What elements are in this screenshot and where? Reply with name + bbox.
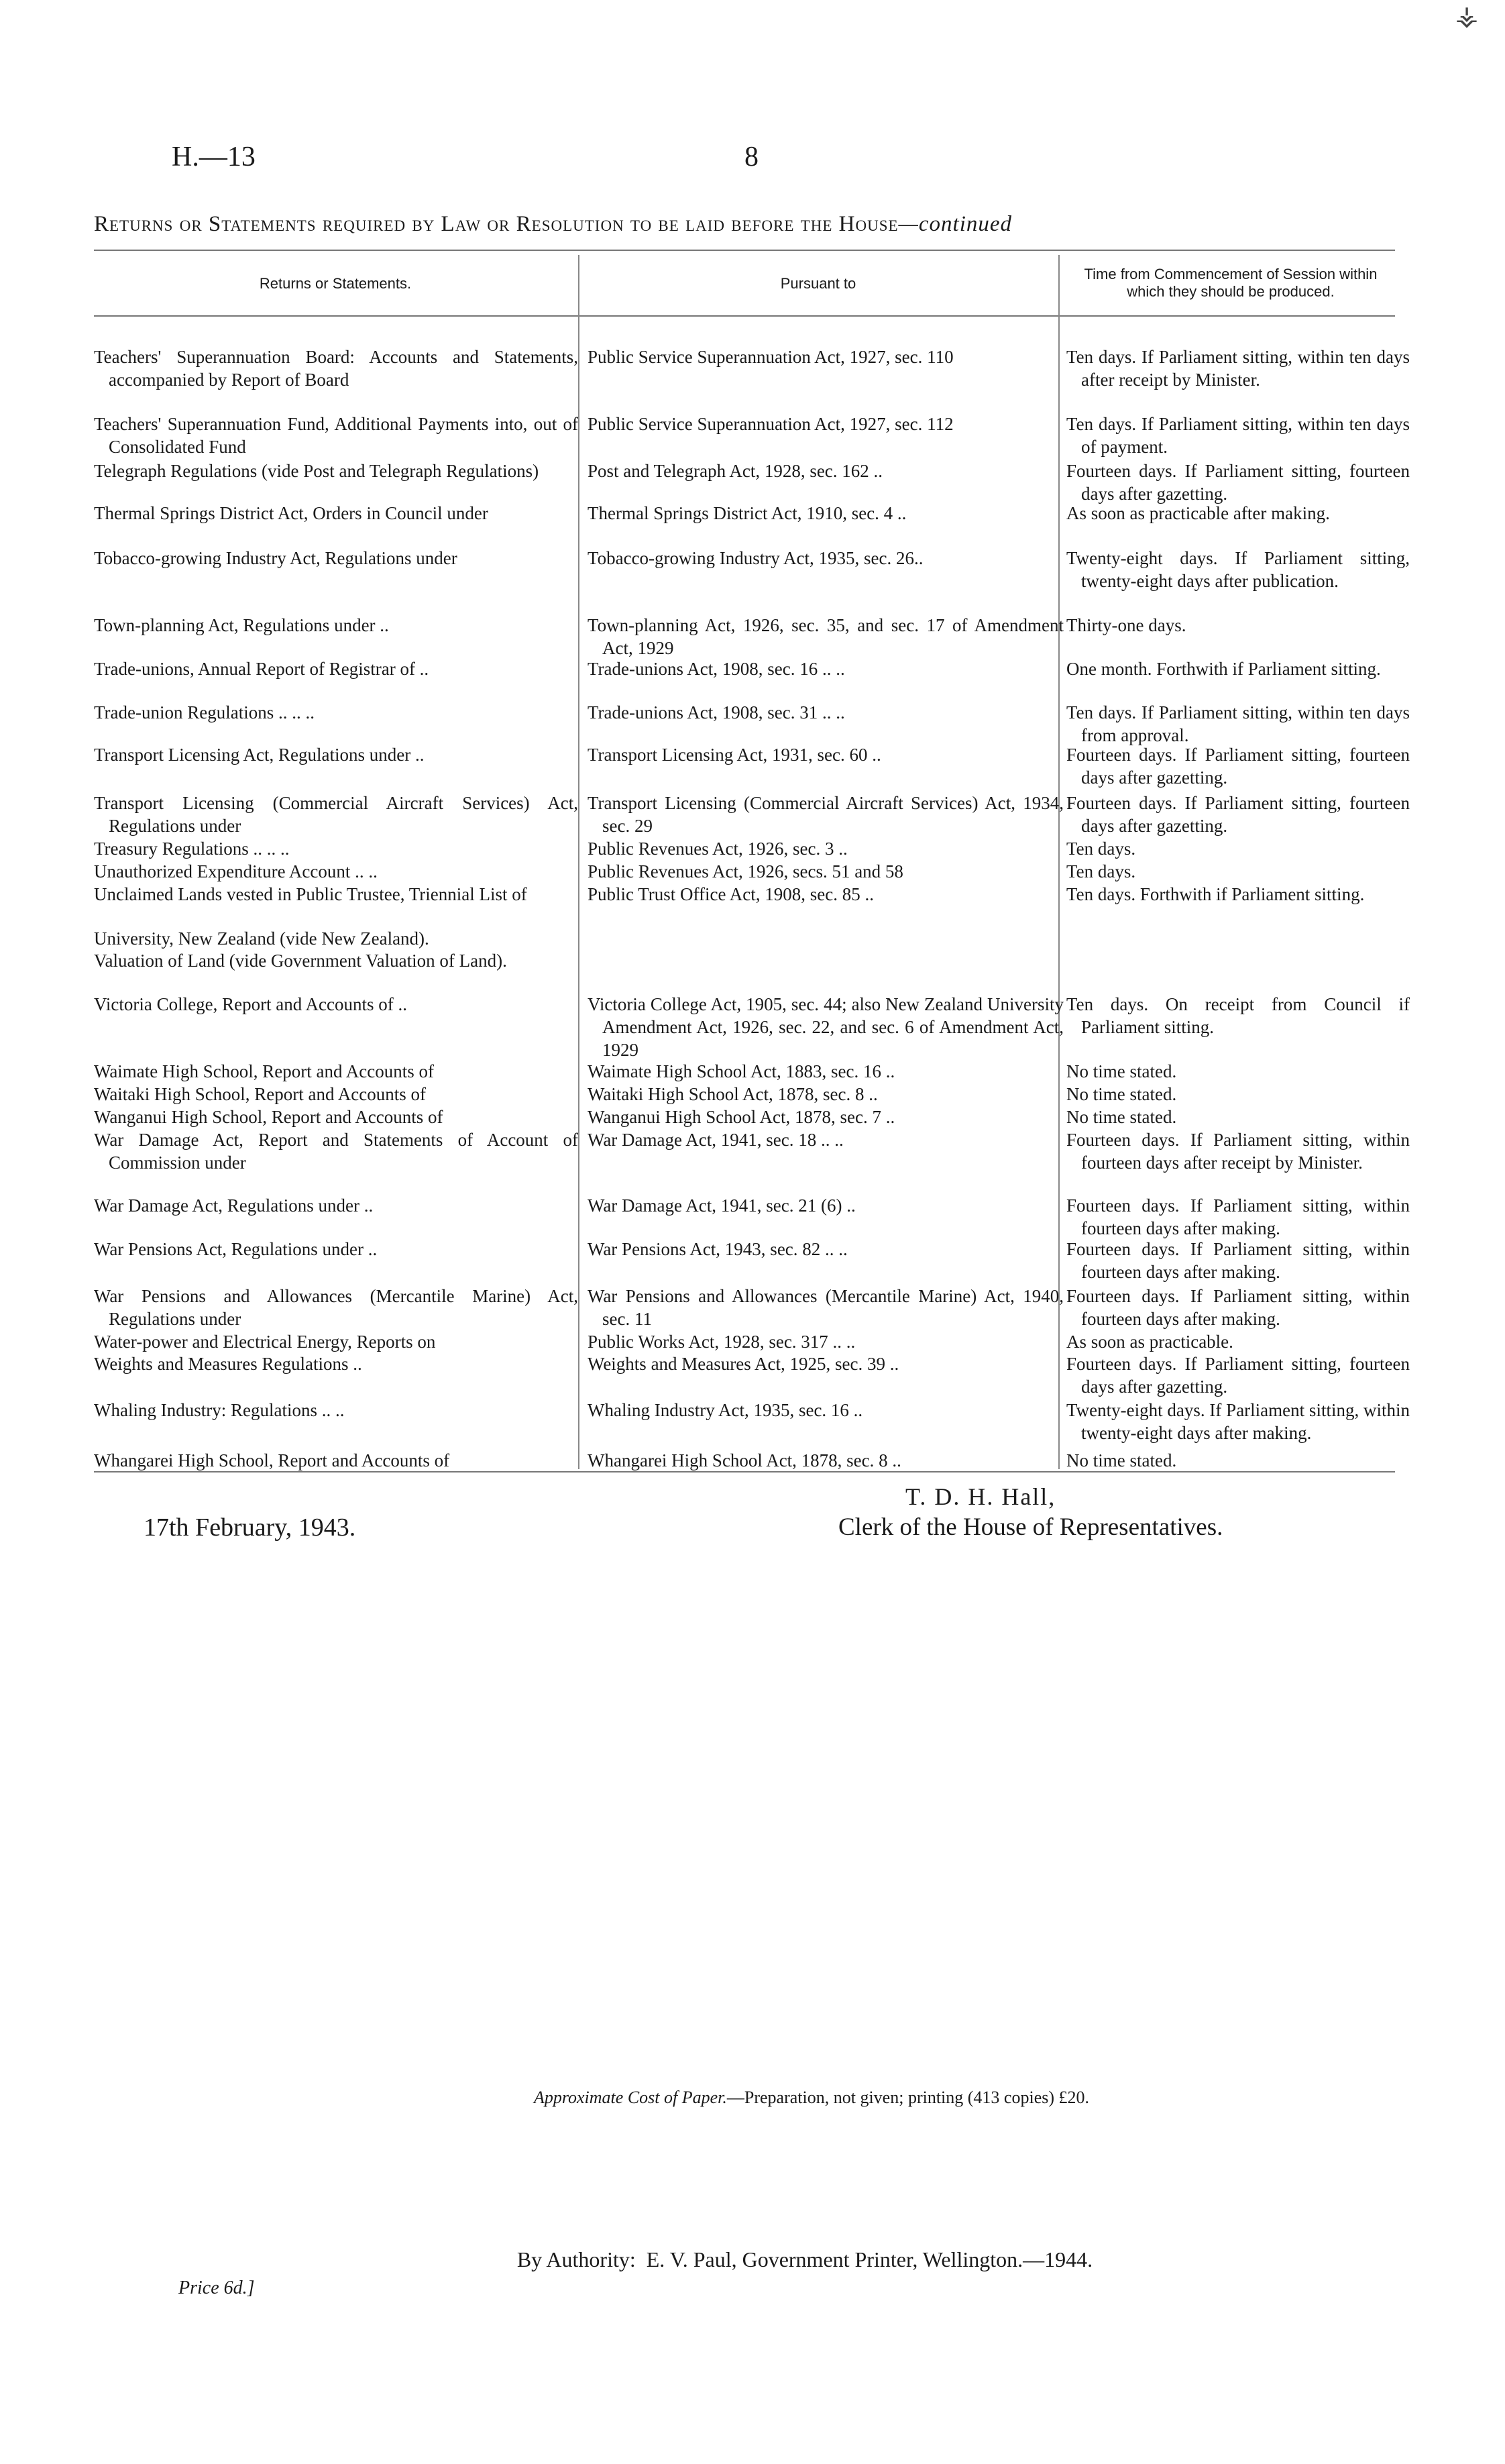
time-cell: Fourteen days. If Parliament sitting, within fourteen days after receipt by Minister. <box>1066 1130 1410 1173</box>
header-rule-top <box>94 250 1395 251</box>
heading-main: Returns or Statements required by Law or Resolution to be laid before the House <box>94 212 899 236</box>
pursuant-cell: Weights and Measures Act, 1925, sec. 39 .. <box>588 1354 899 1374</box>
pursuant-cell: Trade-unions Act, 1908, sec. 16 .. .. <box>588 659 845 679</box>
signatory-title: Clerk of the House of Representatives. <box>838 1513 1223 1541</box>
column-header-pursuant: Pursuant to <box>780 275 856 292</box>
returns-cell: Telegraph Regulations (vide Post and Telegraph Regulations) <box>94 461 539 481</box>
returns-cell: Town-planning Act, Regulations under .. <box>94 615 389 635</box>
returns-cell: Transport Licensing Act, Regulations under .. <box>94 745 425 765</box>
returns-cell: Waimate High School, Report and Accounts of <box>94 1061 434 1081</box>
pursuant-cell: Transport Licensing Act, 1931, sec. 60 .. <box>588 745 881 765</box>
cost-note <box>376 2088 1247 2108</box>
time-cell: As soon as practicable after making. <box>1066 503 1330 523</box>
returns-cell: Transport Licensing (Commercial Aircraft Services) Act, Regulations under <box>94 793 578 836</box>
signature-date: 17th February, 1943. <box>144 1513 356 1542</box>
pursuant-cell: Waimate High School Act, 1883, sec. 16 .. <box>588 1061 895 1081</box>
pursuant-cell: Public Works Act, 1928, sec. 317 .. .. <box>588 1332 856 1352</box>
pursuant-cell: Transport Licensing (Commercial Aircraft Services) Act, 1934, sec. 29 <box>588 793 1064 836</box>
page-number: 8 <box>744 142 759 172</box>
pursuant-cell: Wanganui High School Act, 1878, sec. 7 .. <box>588 1107 895 1127</box>
returns-cell: Thermal Springs District Act, Orders in Council under <box>94 503 488 523</box>
cost-label: Approximate Cost of Paper. <box>533 2088 727 2107</box>
printer-text: E. V. Paul, Government Printer, Wellington.—1944. <box>646 2247 1093 2271</box>
column-divider-1 <box>578 255 579 1469</box>
returns-cell: Tobacco-growing Industry Act, Regulations under <box>94 548 457 568</box>
printer-imprint <box>402 2247 1207 2272</box>
time-cell: Twenty-eight days. If Parliament sitting, within twenty-eight days after making. <box>1066 1400 1410 1443</box>
time-cell: Ten days. On receipt from Council if Parliament sitting. <box>1066 994 1410 1037</box>
returns-cell: Trade-union Regulations .. .. .. <box>94 702 315 722</box>
time-cell: Ten days. Forthwith if Parliament sitting. <box>1066 884 1365 904</box>
time-cell: Thirty-one days. <box>1066 615 1186 635</box>
time-cell: Ten days. If Parliament sitting, within ten days after receipt by Minister. <box>1066 347 1410 390</box>
document-code: H.—13 <box>172 142 256 172</box>
returns-cell: Trade-unions, Annual Report of Registrar of .. <box>94 659 429 679</box>
printer-lead: By Authority: <box>516 2247 636 2271</box>
time-cell: Ten days. <box>1066 839 1136 859</box>
returns-cell: Valuation of Land (vide Government Valuation of Land). <box>94 951 507 971</box>
pursuant-cell: Whangarei High School Act, 1878, sec. 8 .. <box>588 1450 901 1470</box>
pursuant-cell: War Damage Act, 1941, sec. 21 (6) .. <box>588 1195 856 1216</box>
page-heading <box>94 212 1395 237</box>
time-cell: Fourteen days. If Parliament sitting, fourteen days after gazetting. <box>1066 793 1410 836</box>
time-cell: Fourteen days. If Parliament sitting, within fourteen days after making. <box>1066 1239 1410 1282</box>
time-cell: Ten days. If Parliament sitting, within ten days from approval. <box>1066 702 1410 745</box>
returns-cell: Weights and Measures Regulations .. <box>94 1354 362 1374</box>
time-cell: No time stated. <box>1066 1107 1177 1127</box>
time-cell: Fourteen days. If Parliament sitting, within fourteen days after making. <box>1066 1286 1410 1329</box>
returns-cell: War Pensions and Allowances (Mercantile Marine) Act, Regulations under <box>94 1286 578 1329</box>
returns-cell: War Damage Act, Regulations under .. <box>94 1195 374 1216</box>
returns-cell: Teachers' Superannuation Board: Accounts and Statements, accompanied by Report of Board <box>94 347 578 390</box>
pursuant-cell: Waitaki High School Act, 1878, sec. 8 .. <box>588 1084 878 1104</box>
pursuant-cell: Tobacco-growing Industry Act, 1935, sec. 26.. <box>588 548 924 568</box>
column-header-time: Time from Commencement of Session within which they should be produced. <box>1084 266 1378 300</box>
returns-cell: Unclaimed Lands vested in Public Trustee, Triennial List of <box>94 884 527 904</box>
pursuant-cell: Public Revenues Act, 1926, secs. 51 and 58 <box>588 861 903 881</box>
time-cell: Twenty-eight days. If Parliament sitting, twenty-eight days after publication. <box>1066 548 1410 591</box>
pursuant-cell: Whaling Industry Act, 1935, sec. 16 .. <box>588 1400 863 1420</box>
time-cell: Fourteen days. If Parliament sitting, within fourteen days after making. <box>1066 1195 1410 1238</box>
price-label: Price 6d.] <box>178 2278 255 2298</box>
pursuant-cell: Post and Telegraph Act, 1928, sec. 162 .. <box>588 461 883 481</box>
pursuant-cell: Town-planning Act, 1926, sec. 35, and sec. 17 of Amendment Act, 1929 <box>588 615 1064 658</box>
cost-text: —Preparation, not given; printing (413 copies) £20. <box>726 2088 1090 2107</box>
returns-cell: Waitaki High School, Report and Accounts of <box>94 1084 426 1104</box>
pursuant-cell: Public Service Superannuation Act, 1927, sec. 112 <box>588 414 954 434</box>
time-cell: No time stated. <box>1066 1450 1177 1470</box>
returns-cell: Whaling Industry: Regulations .. .. <box>94 1400 345 1420</box>
returns-cell: University, New Zealand (vide New Zealand). <box>94 928 429 949</box>
heading-suffix: —continued <box>898 212 1013 236</box>
pursuant-cell: Thermal Springs District Act, 1910, sec. 4 .. <box>588 503 907 523</box>
table-bottom-rule <box>94 1471 1395 1472</box>
returns-cell: Unauthorized Expenditure Account .. .. <box>94 861 378 881</box>
time-cell: As soon as practicable. <box>1066 1332 1233 1352</box>
returns-cell: Wanganui High School, Report and Accounts of <box>94 1107 443 1127</box>
time-cell: One month. Forthwith if Parliament sitting. <box>1066 659 1381 679</box>
header-rule-bottom <box>94 315 1395 317</box>
time-cell: Ten days. <box>1066 861 1136 881</box>
time-cell: Ten days. If Parliament sitting, within ten days of payment. <box>1066 414 1410 457</box>
pursuant-cell: Public Trust Office Act, 1908, sec. 85 .. <box>588 884 874 904</box>
pursuant-cell: Public Revenues Act, 1926, sec. 3 .. <box>588 839 848 859</box>
time-cell: Fourteen days. If Parliament sitting, fourteen days after gazetting. <box>1066 745 1410 788</box>
returns-cell: Victoria College, Report and Accounts of .. <box>94 994 408 1014</box>
time-cell: Fourteen days. If Parliament sitting, fourteen days after gazetting. <box>1066 461 1410 504</box>
time-cell: Fourteen days. If Parliament sitting, fourteen days after gazetting. <box>1066 1354 1410 1397</box>
pursuant-cell: Victoria College Act, 1905, sec. 44; also New Zealand University Amendment Act, 1926, sec. 22, and sec. 6 of Amendment Act, 1929 <box>588 994 1064 1060</box>
pursuant-cell: War Damage Act, 1941, sec. 18 .. .. <box>588 1130 844 1150</box>
returns-cell: War Damage Act, Report and Statements of Account of Commission under <box>94 1130 578 1173</box>
pursuant-cell: War Pensions Act, 1943, sec. 82 .. .. <box>588 1239 848 1259</box>
returns-cell: Water-power and Electrical Energy, Reports on <box>94 1332 436 1352</box>
pursuant-cell: Trade-unions Act, 1908, sec. 31 .. .. <box>588 702 845 722</box>
pursuant-cell: Public Service Superannuation Act, 1927, sec. 110 <box>588 347 954 367</box>
column-header-returns: Returns or Statements. <box>259 275 412 292</box>
pursuant-cell: War Pensions and Allowances (Mercantile Marine) Act, 1940, sec. 11 <box>588 1286 1064 1329</box>
returns-cell: War Pensions Act, Regulations under .. <box>94 1239 378 1259</box>
page-corner-mark: ⚶ <box>1455 1 1478 31</box>
time-cell: No time stated. <box>1066 1084 1177 1104</box>
returns-cell: Treasury Regulations .. .. .. <box>94 839 290 859</box>
signatory-name: T. D. H. Hall, <box>905 1483 1056 1510</box>
returns-cell: Teachers' Superannuation Fund, Additional Payments into, out of Consolidated Fund <box>94 414 578 457</box>
time-cell: No time stated. <box>1066 1061 1177 1081</box>
returns-cell: Whangarei High School, Report and Accounts of <box>94 1450 450 1470</box>
